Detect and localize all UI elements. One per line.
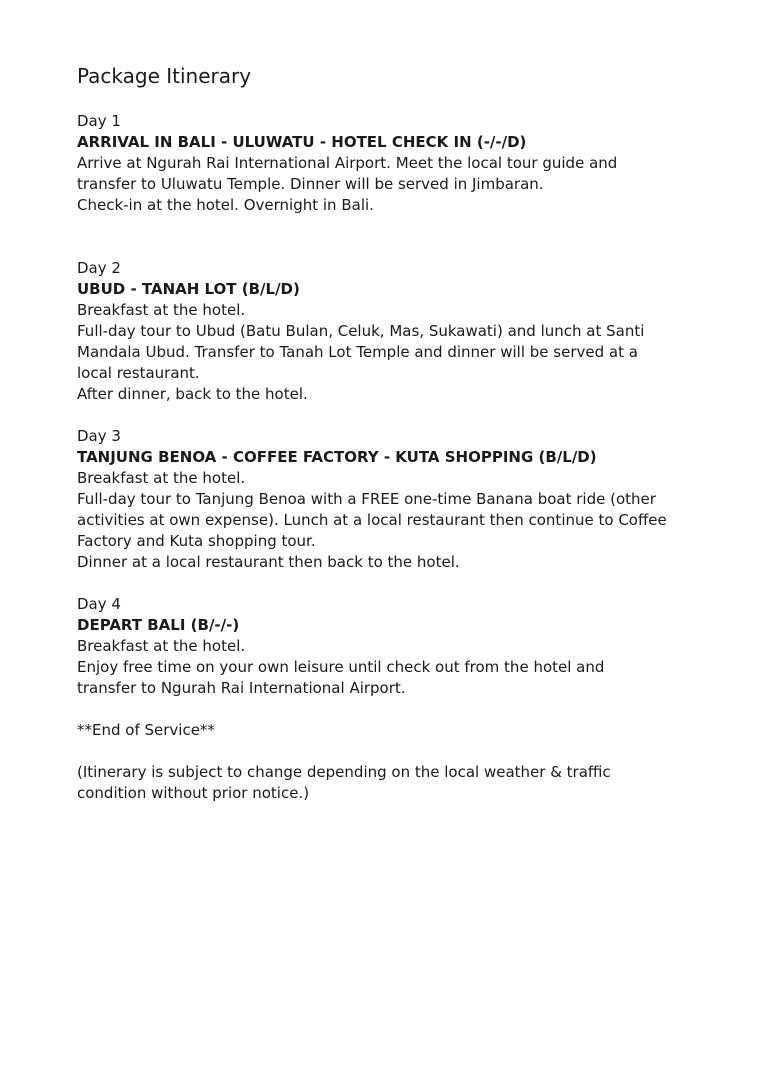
day-text-line: Enjoy free time on your own leisure until check out from the hotel and: [77, 658, 605, 676]
end-of-service-note: **End of Service**: [77, 721, 215, 739]
day-text-line: Breakfast at the hotel.: [77, 301, 246, 319]
day-text-line: activities at own expense). Lunch at a local restaurant then continue to Coffee: [77, 511, 667, 529]
day-text-line: Factory and Kuta shopping tour.: [77, 532, 316, 550]
day-text-line: transfer to Uluwatu Temple. Dinner will be served in Jimbaran.: [77, 175, 544, 193]
day-text-line: Full-day tour to Ubud (Batu Bulan, Celuk, Mas, Sukawati) and lunch at Santi: [77, 322, 645, 340]
day-heading: DEPART BALI (B/-/-): [77, 616, 240, 634]
disclaimer-line: (Itinerary is subject to change depending on the local weather & traffic: [77, 763, 611, 781]
disclaimer-line: condition without prior notice.): [77, 784, 310, 802]
day-text-line: Full-day tour to Tanjung Benoa with a FREE one-time Banana boat ride (other: [77, 490, 656, 508]
day-heading: TANJUNG BENOA - COFFEE FACTORY - KUTA SHOPPING (B/L/D): [77, 448, 597, 466]
day-label: Day 3: [77, 427, 121, 445]
day-text-line: Mandala Ubud. Transfer to Tanah Lot Temple and dinner will be served at a: [77, 343, 638, 361]
day-text-line: Check-in at the hotel. Overnight in Bali.: [77, 196, 374, 214]
day-text-line: transfer to Ngurah Rai International Airport.: [77, 679, 406, 697]
day-text-line: After dinner, back to the hotel.: [77, 385, 308, 403]
day-section-1: [77, 111, 717, 216]
day-section-3: [77, 426, 717, 573]
day-label: Day 2: [77, 259, 121, 277]
day-section-2: [77, 258, 717, 405]
day-label: Day 1: [77, 112, 121, 130]
day-heading: UBUD - TANAH LOT (B/L/D): [77, 280, 300, 298]
page-title: Package Itinerary: [77, 64, 252, 88]
day-heading: ARRIVAL IN BALI - ULUWATU - HOTEL CHECK IN (-/-/D): [77, 133, 527, 151]
day-text-line: local restaurant.: [77, 364, 200, 382]
day-text-line: Dinner at a local restaurant then back to the hotel.: [77, 553, 460, 571]
day-section-4: [77, 594, 717, 699]
day-text-line: Arrive at Ngurah Rai International Airport. Meet the local tour guide and: [77, 154, 618, 172]
itinerary-document: [77, 62, 717, 804]
itinerary-disclaimer: [77, 762, 717, 804]
day-text-line: Breakfast at the hotel.: [77, 469, 246, 487]
day-label: Day 4: [77, 595, 121, 613]
day-text-line: Breakfast at the hotel.: [77, 637, 246, 655]
